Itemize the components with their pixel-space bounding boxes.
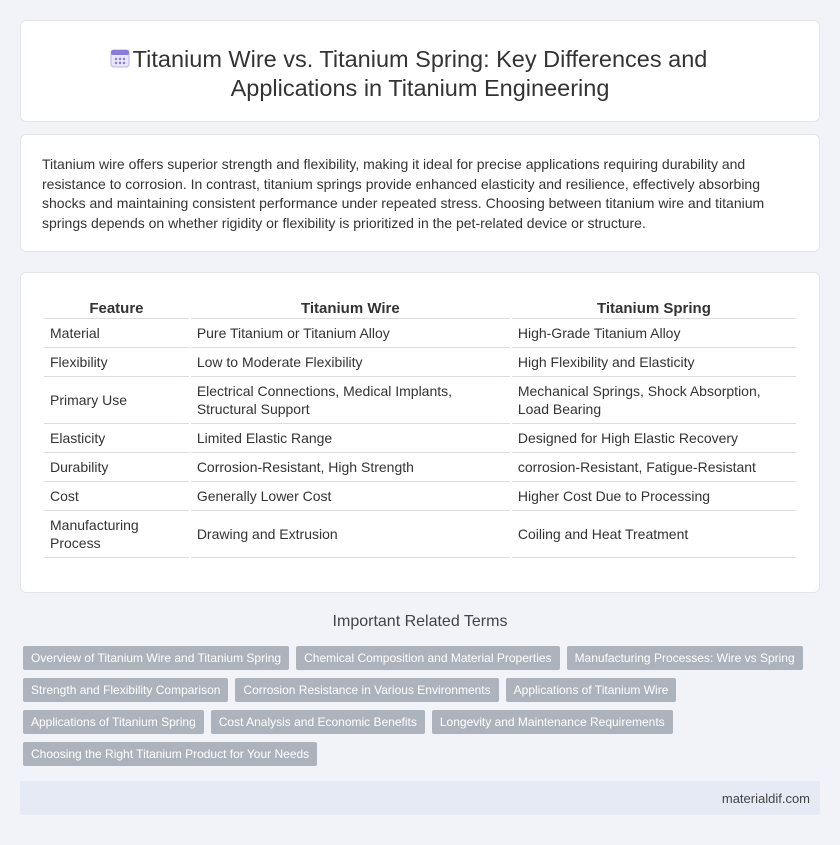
header-card [20, 20, 820, 122]
table-row [44, 482, 796, 511]
table-cell-feature: Durability [44, 453, 189, 482]
page-title-line-2: Applications in Titanium Engineering [230, 75, 610, 101]
table-row [44, 377, 796, 424]
column-header-wire: Titanium Wire [191, 297, 510, 319]
table-header-row [44, 297, 796, 319]
table-cell-feature: Manufacturing Process [44, 511, 189, 558]
footer [20, 781, 820, 815]
table-cell-spring: Higher Cost Due to Processing [512, 482, 796, 511]
table-row [44, 319, 796, 348]
related-term-tag[interactable]: Manufacturing Processes: Wire vs Spring [567, 646, 803, 670]
related-term-tag[interactable]: Applications of Titanium Wire [506, 678, 677, 702]
related-terms-list [23, 646, 813, 766]
column-header-feature: Feature [44, 297, 189, 319]
related-term-tag[interactable]: Longevity and Maintenance Requirements [432, 710, 673, 734]
table-cell-spring: Coiling and Heat Treatment [512, 511, 796, 558]
table-cell-wire: Corrosion-Resistant, High Strength [191, 453, 510, 482]
related-terms-title: Important Related Terms [332, 613, 508, 630]
related-term-tag[interactable]: Chemical Composition and Material Properties [296, 646, 559, 670]
table-row [44, 453, 796, 482]
related-term-tag[interactable]: Choosing the Right Titanium Product for Your Needs [23, 742, 317, 766]
table-cell-wire: Pure Titanium or Titanium Alloy [191, 319, 510, 348]
related-term-tag[interactable]: Overview of Titanium Wire and Titanium Spring [23, 646, 289, 670]
table-row [44, 511, 796, 558]
table-cell-feature: Cost [44, 482, 189, 511]
table-cell-wire: Drawing and Extrusion [191, 511, 510, 558]
table-cell-wire: Electrical Connections, Medical Implants, Structural Support [191, 377, 510, 424]
page-title-line-1: Titanium Wire vs. Titanium Spring: Key Differences and [132, 46, 708, 72]
page-title [21, 45, 819, 103]
table-cell-feature: Flexibility [44, 348, 189, 377]
table-cell-wire: Low to Moderate Flexibility [191, 348, 510, 377]
intro-card [20, 134, 820, 252]
related-term-tag[interactable]: Corrosion Resistance in Various Environments [235, 678, 498, 702]
related-term-tag[interactable]: Strength and Flexibility Comparison [23, 678, 228, 702]
column-header-spring: Titanium Spring [512, 297, 796, 319]
related-term-tag[interactable]: Applications of Titanium Spring [23, 710, 204, 734]
table-cell-spring: High-Grade Titanium Alloy [512, 319, 796, 348]
table-cell-feature: Elasticity [44, 424, 189, 453]
comparison-card [20, 272, 820, 593]
comparison-table [42, 297, 798, 558]
table-cell-spring: Mechanical Springs, Shock Absorption, Load Bearing [512, 377, 796, 424]
table-cell-wire: Limited Elastic Range [191, 424, 510, 453]
related-term-tag[interactable]: Cost Analysis and Economic Benefits [211, 710, 425, 734]
table-cell-spring: Designed for High Elastic Recovery [512, 424, 796, 453]
table-cell-wire: Generally Lower Cost [191, 482, 510, 511]
table-row [44, 424, 796, 453]
table-cell-spring: High Flexibility and Elasticity [512, 348, 796, 377]
intro-paragraph: Titanium wire offers superior strength and flexibility, making it ideal for precise applications requiring durability and resistance to corrosion. In contrast, titanium springs provide enhanced elasticity and resilience, effectively absorbing shocks and maintaining consistent performance under repeated stress. Choosing between titanium wire and titanium springs depends on whether rigidity or flexibility is prioritized in the pet-related device or structure. [42, 156, 765, 231]
table-cell-spring: corrosion-Resistant, Fatigue-Resistant [512, 453, 796, 482]
table-cell-feature: Material [44, 319, 189, 348]
table-row [44, 348, 796, 377]
table-cell-feature: Primary Use [44, 377, 189, 424]
footer-site-link[interactable]: materialdif.com [721, 791, 810, 806]
